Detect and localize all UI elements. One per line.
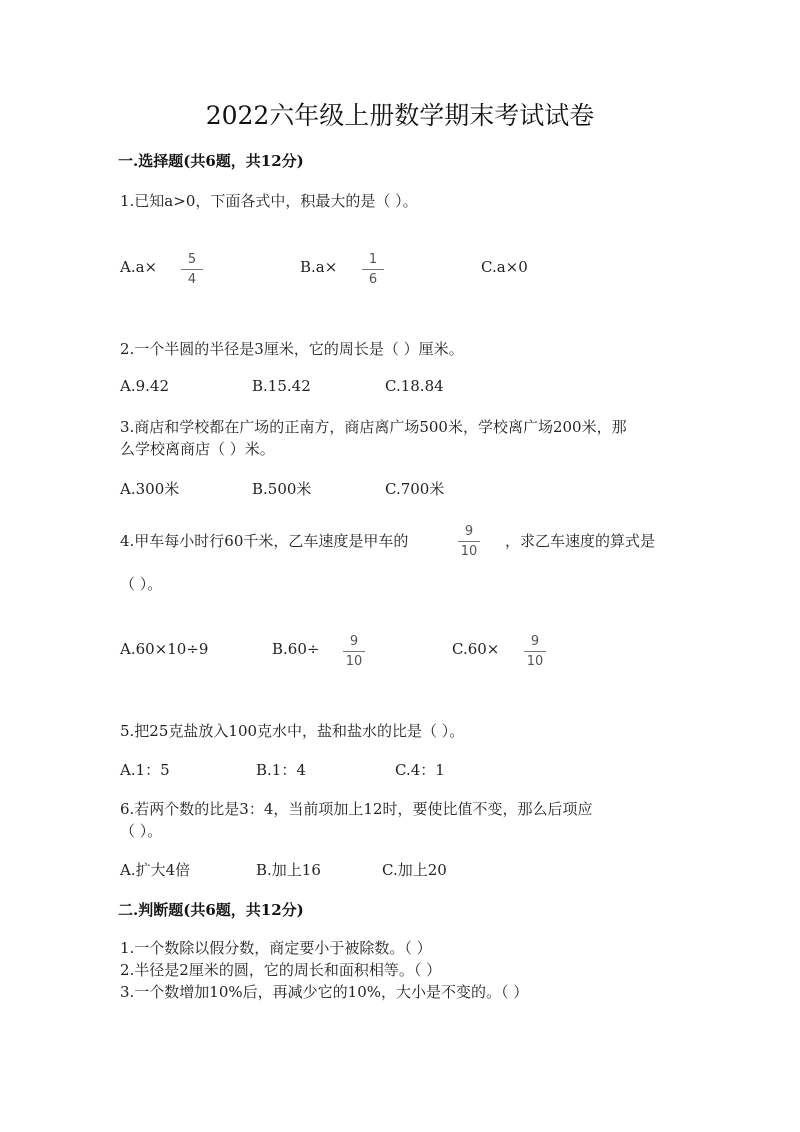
q1-option-c: C.a×0 [481, 258, 528, 276]
fraction-denominator: 10 [526, 654, 544, 669]
q1-option-a: A.a× [120, 258, 158, 276]
question-6-line-2: （ ）。 [120, 822, 163, 840]
question-4-line-2: （ ）。 [120, 575, 163, 593]
question-1-text: 1.已知a>0，下面各式中，积最大的是（ ）。 [120, 192, 418, 210]
q1-option-a-fraction [181, 252, 203, 287]
question-2-text: 2.一个半圆的半径是3厘米，它的周长是（ ）厘米。 [120, 340, 464, 358]
q5-option-a: A.1：5 [120, 761, 170, 779]
question-5-text: 5.把25克盐放入100克水中，盐和盐水的比是（ ）。 [120, 722, 465, 740]
fraction-denominator: 6 [368, 272, 378, 287]
q2-option-a: A.9.42 [120, 377, 169, 395]
section-heading-choice: 一.选择题(共6题，共12分) [118, 152, 304, 170]
q2-option-b: B.15.42 [252, 377, 311, 395]
question-3-line-1: 3.商店和学校都在广场的正南方，商店离广场500米，学校离广场200米，那 [120, 418, 627, 436]
q5-option-c: C.4：1 [395, 761, 445, 779]
q3-option-c: C.700米 [385, 480, 445, 498]
fraction-numerator: 9 [464, 524, 474, 539]
fraction-bar [458, 541, 480, 542]
question-3-line-2: 么学校离商店（ ）米。 [120, 440, 275, 458]
q4-option-c-fraction [524, 634, 546, 669]
fraction-denominator: 10 [345, 654, 363, 669]
fraction-bar [343, 651, 365, 652]
fraction-bar [524, 651, 546, 652]
question-4-text-after: ，求乙车速度的算式是 [505, 532, 656, 550]
fraction-numerator: 9 [530, 634, 540, 649]
fraction-numerator: 5 [187, 252, 197, 267]
judge-item-2: 2.半径是2厘米的圆，它的周长和面积相等。（ ） [120, 961, 442, 979]
q3-option-a: A.300米 [120, 480, 180, 498]
q5-option-b: B.1：4 [256, 761, 306, 779]
q4-option-b-fraction [343, 634, 365, 669]
judge-item-1: 1.一个数除以假分数，商定要小于被除数。（ ） [120, 939, 432, 957]
fraction-numerator: 9 [349, 634, 359, 649]
q4-option-b: B.60÷ [272, 640, 320, 658]
judge-item-3: 3.一个数增加10%后，再减少它的10%，大小是不变的。（ ） [120, 983, 529, 1001]
q4-fraction [458, 524, 480, 559]
fraction-denominator: 4 [187, 272, 197, 287]
fraction-bar [362, 269, 384, 270]
fraction-bar [181, 269, 203, 270]
fraction-denominator: 10 [460, 544, 478, 559]
question-6-line-1: 6.若两个数的比是3：4，当前项加上12时，要使比值不变，那么后项应 [120, 800, 593, 818]
fraction-numerator: 1 [368, 252, 378, 267]
q1-option-b: B.a× [300, 258, 338, 276]
q4-option-a: A.60×10÷9 [120, 640, 209, 658]
q2-option-c: C.18.84 [385, 377, 444, 395]
q1-option-b-fraction [362, 252, 384, 287]
q6-option-a: A.扩大4倍 [120, 861, 191, 879]
page-title: 2022六年级上册数学期末考试试卷 [205, 101, 595, 130]
q3-option-b: B.500米 [252, 480, 312, 498]
q6-option-c: C.加上20 [382, 861, 447, 879]
q6-option-b: B.加上16 [256, 861, 321, 879]
section-heading-judge: 二.判断题(共6题，共12分) [118, 901, 304, 919]
question-4-text-before: 4.甲车每小时行60千米，乙车速度是甲车的 [120, 532, 409, 550]
q4-option-c: C.60× [452, 640, 500, 658]
